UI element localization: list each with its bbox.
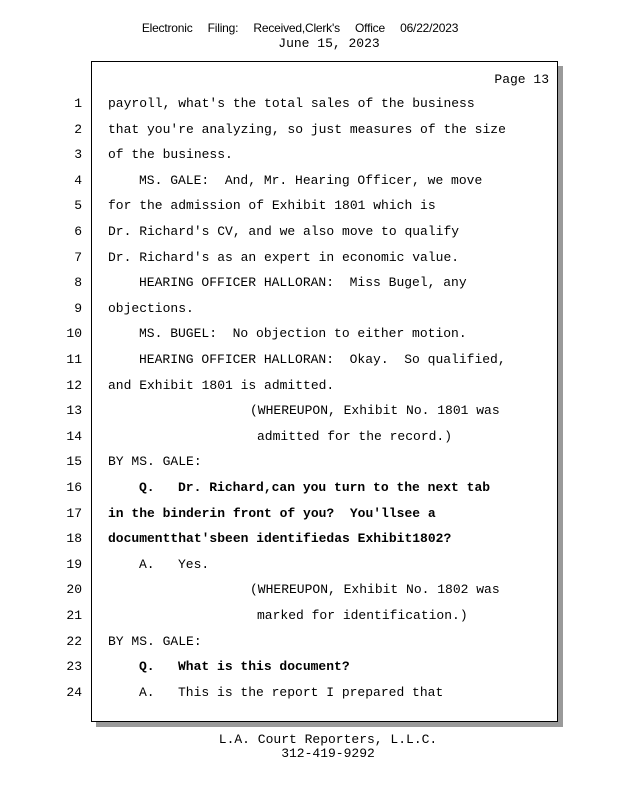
transcript-line bbox=[66, 428, 558, 447]
line-text: admitted for the record.) bbox=[257, 428, 453, 444]
line-number: 12 bbox=[66, 377, 82, 393]
line-text: that you're analyzing, so just measures of the size bbox=[108, 121, 506, 137]
stamp-word: Received,Clerk's bbox=[253, 21, 340, 35]
transcript-line bbox=[66, 608, 558, 626]
line-number: 18 bbox=[66, 531, 82, 547]
line-number: 7 bbox=[74, 249, 82, 265]
line-number: 15 bbox=[66, 454, 82, 470]
transcript-line bbox=[66, 556, 558, 575]
line-text: documentthat'sbeen identifiedas Exhibit1802? bbox=[108, 531, 452, 547]
stamp-word: Electronic bbox=[141, 21, 193, 35]
filing-stamp bbox=[0, 21, 600, 35]
line-text: Q. What is this document? bbox=[139, 659, 350, 675]
line-text: in the binderin front of you? You'llsee a bbox=[108, 505, 436, 521]
transcript-line bbox=[66, 403, 558, 421]
line-text: A. This is the report I prepared that bbox=[139, 684, 444, 700]
line-text: HEARING OFFICER HALLORAN: Okay. So qualified, bbox=[139, 352, 506, 367]
line-number: 23 bbox=[66, 659, 82, 675]
line-text: for the admission of Exhibit 1801 which is bbox=[108, 198, 436, 214]
reporter-phone: 312-419-9292 bbox=[281, 746, 375, 761]
line-text: A. Yes. bbox=[139, 556, 210, 572]
line-text: BY MS. GALE: bbox=[108, 633, 202, 649]
transcript-line bbox=[66, 326, 558, 344]
transcript-line bbox=[66, 659, 558, 677]
line-number: 4 bbox=[74, 172, 82, 188]
transcript-line bbox=[74, 121, 558, 140]
line-number: 6 bbox=[74, 224, 82, 239]
stamp-date: 06/22/2023 bbox=[400, 21, 459, 35]
transcript-line bbox=[66, 505, 558, 524]
stamp-word: Office bbox=[355, 21, 385, 35]
line-text: Dr. Richard's CV, and we also move to qualify bbox=[108, 224, 460, 239]
line-text: Dr. Richard's as an expert in economic value. bbox=[108, 249, 460, 265]
line-number: 24 bbox=[66, 684, 82, 700]
line-text: Q. Dr. Richard,can you turn to the next tab bbox=[139, 480, 491, 495]
transcript-date: June 15, 2023 bbox=[278, 36, 380, 51]
line-number: 14 bbox=[66, 428, 82, 444]
transcript-line bbox=[66, 480, 558, 498]
transcript-line bbox=[74, 300, 558, 319]
transcript-line bbox=[74, 198, 558, 216]
line-number: 19 bbox=[66, 556, 82, 572]
line-number: 1 bbox=[74, 96, 82, 111]
line-text: MS. BUGEL: No objection to either motion. bbox=[139, 326, 467, 342]
line-text: HEARING OFFICER HALLORAN: Miss Bugel, any bbox=[139, 275, 467, 291]
transcript-line bbox=[74, 172, 558, 191]
line-text: and Exhibit 1801 is admitted. bbox=[108, 377, 335, 393]
line-text: BY MS. GALE: bbox=[108, 454, 202, 470]
line-number: 2 bbox=[74, 121, 82, 137]
transcript-page bbox=[66, 61, 558, 722]
line-text: marked for identification.) bbox=[257, 608, 468, 623]
line-number: 16 bbox=[66, 480, 82, 495]
reporter-company: L.A. Court Reporters, L.L.C. bbox=[218, 732, 438, 747]
line-number: 11 bbox=[66, 352, 82, 367]
line-number: 17 bbox=[66, 505, 82, 521]
line-number: 9 bbox=[74, 300, 82, 316]
page-number: Page 13 bbox=[494, 72, 549, 87]
transcript-line bbox=[74, 249, 558, 268]
transcript-line bbox=[74, 96, 558, 114]
transcript-line bbox=[66, 531, 558, 549]
reporter-footer bbox=[0, 733, 618, 761]
line-number: 3 bbox=[74, 147, 82, 163]
transcript-line bbox=[66, 352, 558, 370]
transcript-line bbox=[66, 377, 558, 396]
line-number: 8 bbox=[74, 275, 82, 291]
line-number: 20 bbox=[66, 582, 82, 598]
line-text: (WHEREUPON, Exhibit No. 1802 was bbox=[250, 582, 500, 598]
transcript-line bbox=[66, 582, 558, 600]
line-text: objections. bbox=[108, 300, 194, 316]
transcript-line bbox=[74, 147, 558, 165]
line-text: (WHEREUPON, Exhibit No. 1801 was bbox=[250, 403, 500, 419]
transcript-line bbox=[66, 684, 558, 703]
stamp-word: Filing: bbox=[207, 21, 239, 35]
transcript-line bbox=[74, 224, 558, 242]
line-number: 22 bbox=[66, 633, 82, 649]
line-text: of the business. bbox=[108, 147, 233, 163]
line-number: 5 bbox=[74, 198, 82, 214]
line-number: 10 bbox=[66, 326, 82, 342]
transcript-line bbox=[74, 275, 558, 293]
line-text: MS. GALE: And, Mr. Hearing Officer, we move bbox=[139, 172, 483, 188]
line-number: 21 bbox=[66, 608, 82, 623]
transcript-line bbox=[66, 454, 558, 472]
line-number: 13 bbox=[66, 403, 82, 419]
transcript-line bbox=[66, 633, 558, 652]
line-text: payroll, what's the total sales of the business bbox=[108, 96, 475, 111]
